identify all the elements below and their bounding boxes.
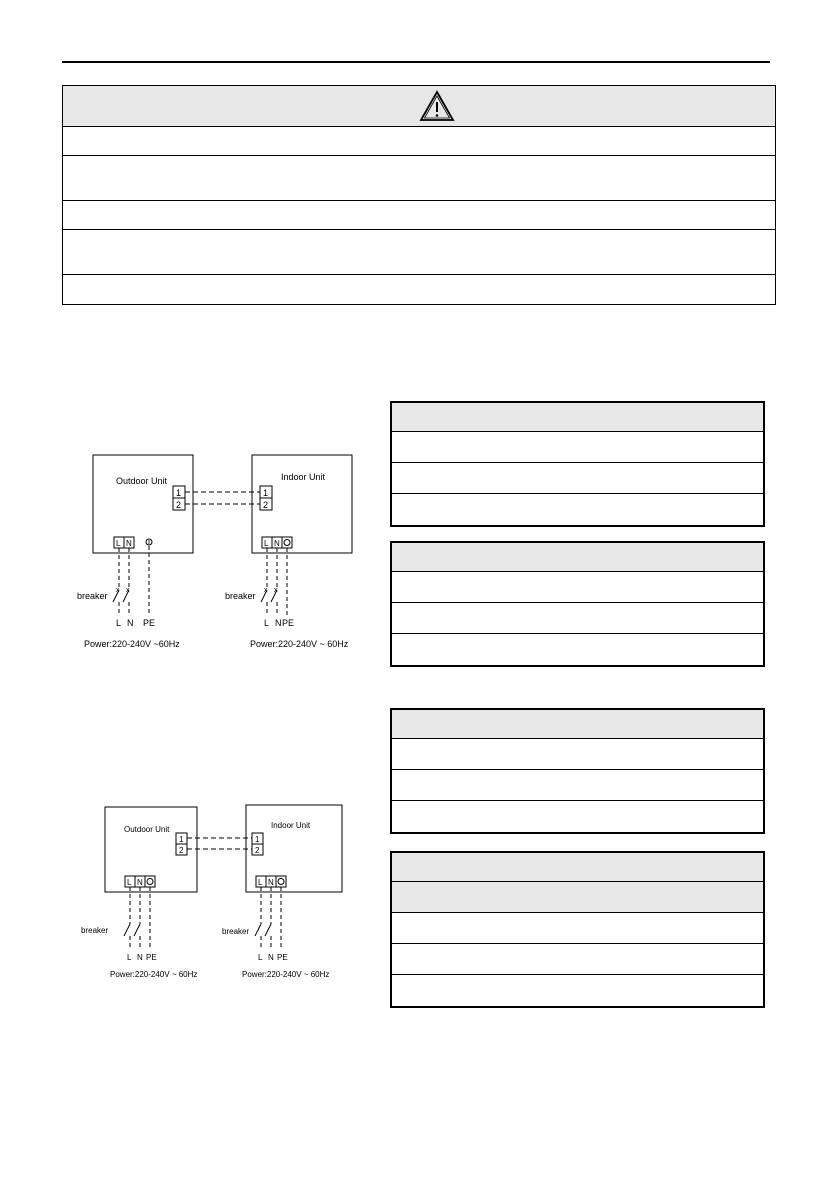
breaker-label: breaker [222, 927, 250, 936]
wire-n-label: N [127, 618, 134, 628]
warning-triangle-icon [419, 90, 455, 122]
terminal-l-label: L [127, 878, 132, 887]
svg-text:x: x [274, 587, 278, 594]
warning-table [62, 85, 776, 305]
spec-table-row [392, 770, 763, 801]
terminal-n-label: N [126, 539, 132, 548]
breaker-label: breaker [225, 591, 256, 601]
svg-text:x: x [116, 587, 120, 594]
power-spec-outdoor: Power:220-240V ~60Hz [84, 639, 180, 649]
wire-n-label: N [268, 953, 274, 962]
outdoor-unit-label: Outdoor Unit [116, 476, 168, 486]
terminal-l-label: L [264, 539, 269, 548]
wire-l-label: L [127, 953, 132, 962]
spec-table-header [392, 543, 763, 572]
wire-l-label: L [116, 618, 122, 628]
warning-row-1 [63, 127, 775, 156]
wire-pe-label: PE [282, 618, 295, 628]
warning-row-4 [63, 230, 775, 275]
spec-table-row [392, 944, 763, 975]
wire-l-label: L [264, 618, 270, 628]
indoor-unit-label: Indoor Unit [271, 821, 311, 830]
terminal-n-label: N [274, 539, 280, 548]
breaker-label: breaker [81, 926, 109, 935]
spec-table-row [392, 634, 763, 665]
warning-row-5 [63, 275, 775, 304]
header-rule [62, 61, 770, 63]
terminal-1-label: 1 [263, 488, 269, 498]
wire-n-label: N [275, 618, 282, 628]
terminal-l-label: L [116, 539, 121, 548]
spec-table-subheader [392, 882, 763, 913]
spec-table-row [392, 463, 763, 494]
wire-pe-label: PE [277, 953, 288, 962]
spec-table-row [392, 739, 763, 770]
terminal-2-label: 2 [176, 500, 182, 510]
indoor-unit-label: Indoor Unit [281, 472, 326, 482]
breaker-label: breaker [77, 591, 108, 601]
wiring-diagram-1 [76, 450, 366, 660]
wire-l-label: L [258, 953, 263, 962]
wire-pe-label: PE [143, 618, 156, 628]
svg-text:x: x [264, 587, 268, 594]
terminal-n-label: N [137, 878, 143, 887]
spec-table-row [392, 913, 763, 944]
terminal-2-label: 2 [255, 846, 260, 855]
warning-row-3 [63, 201, 775, 230]
spec-table-4 [390, 851, 765, 1008]
spec-table-3 [390, 708, 765, 834]
spec-table-row [392, 975, 763, 1006]
terminal-n-label: N [268, 878, 274, 887]
spec-table-1 [390, 401, 765, 527]
wiring-diagram-2 [80, 802, 360, 987]
power-spec-indoor: Power:220-240V ~ 60Hz [250, 639, 349, 649]
spec-table-row [392, 572, 763, 603]
spec-table-header [392, 403, 763, 432]
spec-table-row [392, 801, 763, 832]
warning-row-2 [63, 156, 775, 201]
spec-table-row [392, 603, 763, 634]
warning-header [63, 86, 775, 127]
terminal-1-label: 1 [179, 835, 184, 844]
spec-table-row [392, 432, 763, 463]
svg-text:x: x [126, 587, 130, 594]
spec-table-2 [390, 541, 765, 667]
terminal-l-label: L [258, 878, 263, 887]
terminal-2-label: 2 [263, 500, 269, 510]
spec-table-header [392, 710, 763, 739]
power-spec-outdoor: Power:220-240V ~ 60Hz [110, 970, 198, 979]
power-spec-indoor: Power:220-240V ~ 60Hz [242, 970, 330, 979]
outdoor-unit-label: Outdoor Unit [124, 825, 170, 834]
terminal-1-label: 1 [255, 835, 260, 844]
terminal-1-label: 1 [176, 488, 182, 498]
terminal-2-label: 2 [179, 846, 184, 855]
wire-pe-label: PE [146, 953, 157, 962]
spec-table-row [392, 494, 763, 525]
spec-table-header [392, 853, 763, 882]
wire-n-label: N [137, 953, 143, 962]
